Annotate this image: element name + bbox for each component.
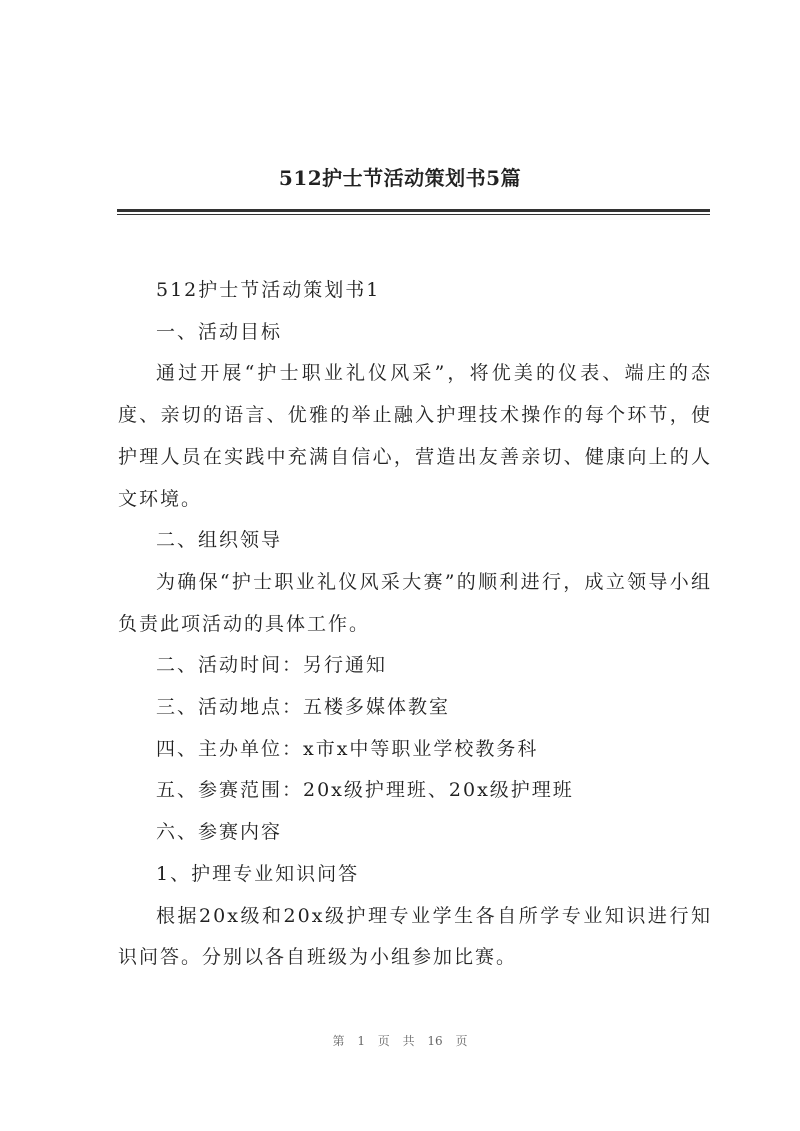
document-title: 512护士节活动策划书5篇 [278, 166, 522, 190]
body-paragraph: 根据20x级和20x级护理专业学生各自所学专业知识进行知识问答。分别以各自班级为小组参加比赛。 [118, 904, 712, 969]
subsection-heading: 一、活动目标 [156, 320, 283, 343]
title-divider-thick [117, 209, 710, 212]
body-line: 三、活动地点：五楼多媒体教室 [156, 696, 451, 719]
page-footer: 第 1 页 共 16 页 [332, 1034, 468, 1048]
list-item-heading: 1、护理专业知识问答 [156, 862, 360, 885]
body-paragraph: 通过开展“护士职业礼仪风采”，将优美的仪表、端庄的态度、亲切的语言、优雅的举止融入护理技术操作的每个环节，使护理人员在实践中充满自信心，营造出友善亲切、健康向上的人文环境。 [118, 362, 712, 510]
title-divider-thin [117, 214, 710, 215]
body-line: 五、参赛范围：20x级护理班、20x级护理班 [156, 779, 574, 802]
subsection-heading: 六、参赛内容 [156, 821, 283, 844]
body-line: 四、主办单位：x市x中等职业学校教务科 [156, 737, 539, 760]
body-paragraph: 为确保“护士职业礼仪风采大赛”的顺利进行，成立领导小组负责此项活动的具体工作。 [118, 570, 712, 635]
subsection-heading: 二、组织领导 [156, 529, 283, 552]
body-line: 二、活动时间：另行通知 [156, 654, 388, 677]
document-body [118, 270, 712, 979]
section-heading: 512护士节活动策划书1 [156, 279, 381, 301]
